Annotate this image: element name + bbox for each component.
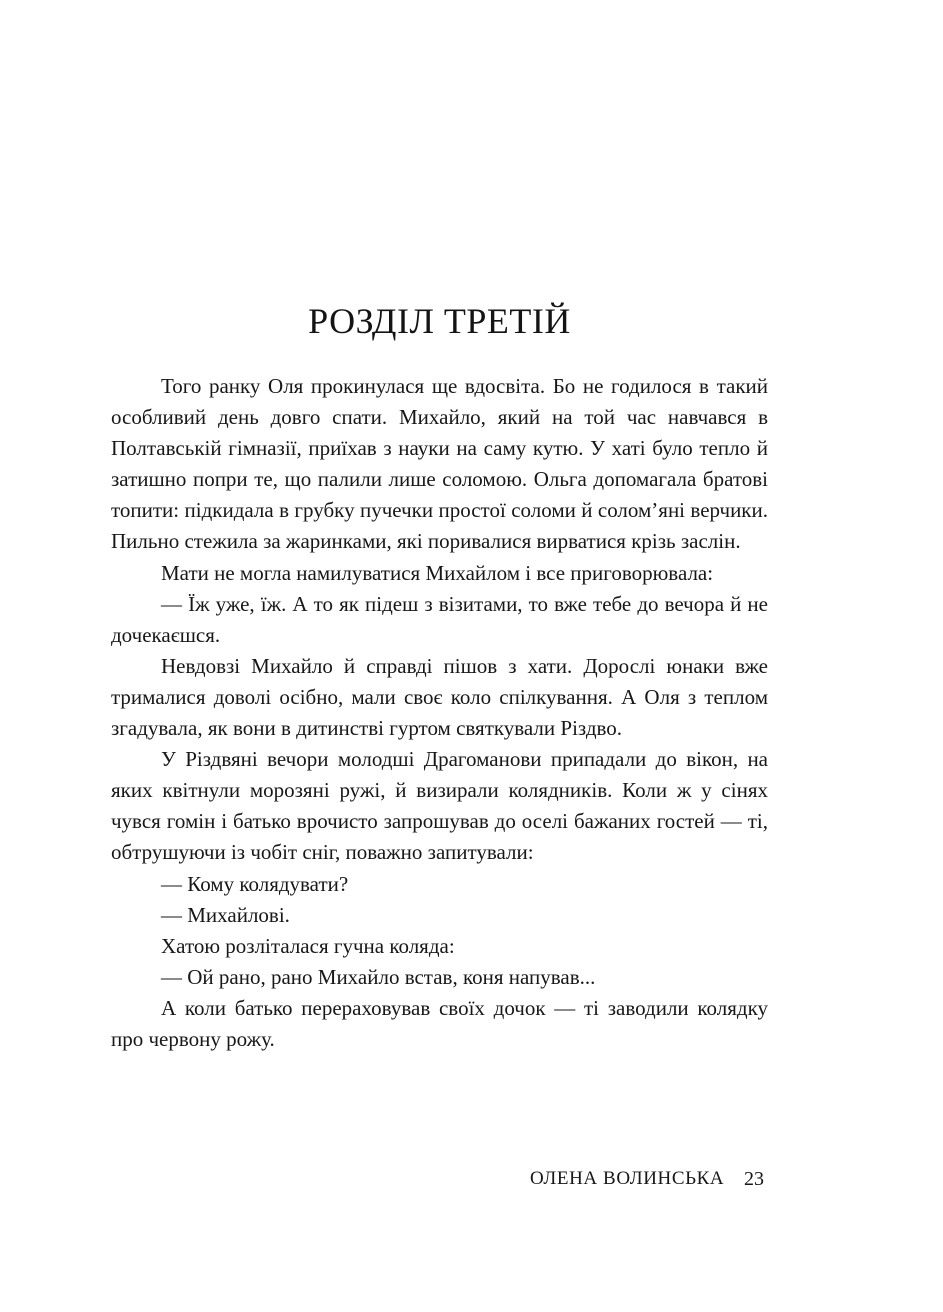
dialogue-line: — Їж уже, їж. А то як підеш з візитами, то вже тебе до вечора й не дочекаєшся. <box>111 591 768 647</box>
paragraph: А коли батько перераховував своїх дочок — ті заводили колядку про червону рожу. <box>111 995 768 1051</box>
body-text-column <box>111 371 768 1055</box>
paragraph: У Різдвяні вечори молодші Драгоманови припадали до вікон, на яких квітнули морозяні ружі, й визирали колядників. Коли ж у сінях чувся гомін і батько врочисто запрошував до оселі бажаних гостей — ті, обтрушуючи із чобіт сніг, поважно запитували: <box>111 747 768 865</box>
paragraph: Мати не могла намилуватися Михайлом і все приговорювала: <box>161 560 714 585</box>
paragraph: Того ранку Оля прокинулася ще вдосвіта. Бо не годилося в такий особливий день довго спати. Михайло, який на той час навчався в Полтавській гімназії, приїхав з науки на саму кутю. У хаті було тепло й затишно попри те, що палили лише соломою. Ольга допомагала братові топити: підкидала в грубку пучечки простої соломи й солом’яні верчики. Пильно стежила за жаринками, які поривалися вирватися крізь заслін. <box>111 374 768 554</box>
footer-author-name: ОЛЕНА ВОЛИНСЬКА <box>530 1168 725 1189</box>
dialogue-line: — Михайлові. <box>161 902 290 927</box>
paragraph: Хатою розліталася гучна коляда: <box>161 933 455 958</box>
paragraph: Невдовзі Михайло й справді пішов з хати. Дорослі юнаки вже трималися доволі осібно, мали своє коло спілкування. А Оля з теплом згадувала, як вони в дитинстві гуртом святкували Різдво. <box>111 653 768 741</box>
dialogue-line: — Кому колядувати? <box>161 871 349 896</box>
chapter-title: РОЗДІЛ ТРЕТІЙ <box>308 301 571 341</box>
dialogue-line: — Ой рано, рано Михайло встав, коня напував... <box>161 964 596 989</box>
page-footer <box>111 1166 768 1192</box>
page-number: 23 <box>744 1168 764 1190</box>
